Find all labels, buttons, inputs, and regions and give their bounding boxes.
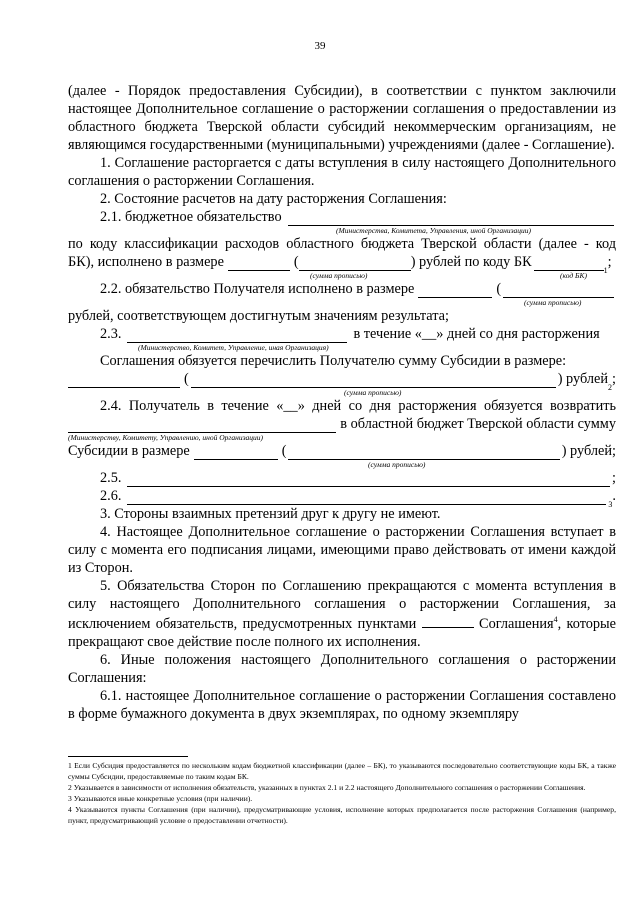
clause-6: 6. Иные положения настоящего Дополнительного соглашения о расторжении Соглашения: xyxy=(68,652,616,686)
clause-2-5-blank[interactable] xyxy=(127,472,610,487)
clause-2-6-blank[interactable] xyxy=(127,490,606,505)
clause-2-4-hint-row: (Министерству, Комитету, Управлению, иной Организации) xyxy=(68,433,263,442)
clause-2-4-org-blank[interactable] xyxy=(68,418,336,433)
clause-2-1-line2: по коду классификации расходов областного бюджета Тверской области (далее - код xyxy=(68,236,616,252)
clause-2-4-line2: в областной бюджет Тверской области сумму xyxy=(68,415,616,433)
clause-2-1-label: 2.1. бюджетное обязательство xyxy=(100,209,282,225)
page-number: 39 xyxy=(314,40,326,52)
clause-2-3-amount-blank[interactable] xyxy=(68,373,180,388)
clause-5: 5. Обязательства Сторон по Соглашению прекращаются с момента вступления в силу настоящего Дополнительного соглашения о расторжении Соглашения, за исключением обязательств, предусмотренных пунктами Соглашения$^4$, которые прекращают свое действие после полного их исполнения. xyxy=(68,578,617,650)
clause-2-3-hint-sum-row: (сумма прописью) xyxy=(344,388,402,397)
clause-2-4-words-blank[interactable] xyxy=(288,445,559,460)
clause-2-3-line3: ( ) рублей 2 ; xyxy=(68,370,616,388)
clause-2-3-org-blank[interactable] xyxy=(127,328,347,343)
clause-2-1-hints: (сумма прописью) (код БК) xyxy=(310,271,587,280)
footnote-separator xyxy=(68,756,188,757)
clause-2: 2. Состояние расчетов на дату расторжения Соглашения: xyxy=(100,191,447,207)
footnote-2: 2 Указывается в зависимости от исполнения обязательств, указанных в пунктах 2.1 и 2.2 настоящего Дополнительного соглашения о расторжении Соглашения. xyxy=(68,783,586,792)
amount-words-blank[interactable] xyxy=(299,256,411,271)
footnote-ref-4: 4 xyxy=(553,615,558,625)
document-body xyxy=(68,82,616,723)
footnote-1: 1 Если Субсидия предоставляется по нескольким кодам бюджетной классификации (далее – БК), то указываются последовательно соответствующие коды БК, а также суммы Субсидии, предоставляемые по таким кодам БК. xyxy=(68,761,616,781)
clause-2-3-row: 2.3. в течение «__» дней со дня расторжения xyxy=(100,326,600,342)
clause-2-1-line3: БК), исполнено в размере ( ) рублей по коду БК 1 ; xyxy=(68,254,612,275)
footnote-3: 3 Указываются иные конкретные условия (при наличии). xyxy=(68,794,253,803)
clause-5-points-blank[interactable] xyxy=(422,613,474,628)
clause-2-2-amount-blank[interactable] xyxy=(418,283,492,298)
intro-paragraph: (далее - Порядок предоставления Субсидии), в соответствии с пунктом заключили настоящее Дополнительное соглашение о расторжении соглашения о предоставлении из областного бюджета Тверской области субсидий некоммерческим организациям, не являющимся государственными (муниципальными) учреждениями (далее - Соглашение). xyxy=(68,83,616,153)
clause-2-3-line2: Соглашения обязуется перечислить Получателю сумму Субсидии в размере: xyxy=(100,353,567,369)
clause-2-2-words-blank[interactable] xyxy=(503,283,614,298)
clause-2-4-amount-blank[interactable] xyxy=(194,445,278,460)
clause-2-1-row xyxy=(68,208,616,226)
clause-4: 4. Настоящее Дополнительное соглашение о расторжении Соглашения вступает в силу с момента его подписания лицами, имеющими право действовать от имени каждой из Сторон. xyxy=(68,524,616,576)
clause-2-3-hint-row: (Министерство, Комитет, Управление, иная Организация) xyxy=(138,343,329,352)
clause-2-3-words-blank[interactable] xyxy=(191,373,556,388)
clause-2-4-hint-sum-row: (сумма прописью) xyxy=(368,460,426,469)
clause-1: 1. Соглашение расторгается с даты вступления в силу настоящего Дополнительного соглашения о расторжении Соглашения. xyxy=(68,155,616,189)
clause-2-6-row: 2.6. 3 . xyxy=(100,488,616,509)
clause-2-2-row: 2.2. обязательство Получателя исполнено в размере ( xyxy=(68,280,616,298)
kbk-blank[interactable] xyxy=(534,256,604,271)
clause-2-1-hint-row xyxy=(68,226,616,235)
clause-2-2-cont: рублей, соответствующем достигнутым значениям результата; xyxy=(68,308,449,324)
clause-2-5-row: 2.5. ; xyxy=(100,470,616,486)
amount-blank[interactable] xyxy=(228,256,290,271)
clause-2-4-line3: Субсидии в размере ( ) рублей; xyxy=(68,443,616,459)
clause-6-1: 6.1. настоящее Дополнительное соглашение о расторжении Соглашения составлено в форме бумажного документа в двух экземплярах, по одному экземпляру xyxy=(68,688,616,722)
footnotes xyxy=(68,760,616,826)
clause-2-2-hint-row: (сумма прописью) xyxy=(524,298,582,307)
clause-2-1-hint: (Министерства, Комитета, Управления, иной Организации) xyxy=(336,226,532,235)
clause-2-4-line1: 2.4. Получатель в течение «__» дней со дня расторжения обязуется возвратить xyxy=(100,398,616,414)
footnote-4: 4 Указываются пункты Соглашения (при наличии), предусматривающие условия, исполнение которых предполагается после расторжения Соглашения (например, пункт, предусматривающий условие о предоставлении отчетности). xyxy=(68,805,616,825)
clause-3: 3. Стороны взаимных претензий друг к другу не имеют. xyxy=(100,506,441,522)
clause-2-1-blank[interactable] xyxy=(288,211,614,226)
